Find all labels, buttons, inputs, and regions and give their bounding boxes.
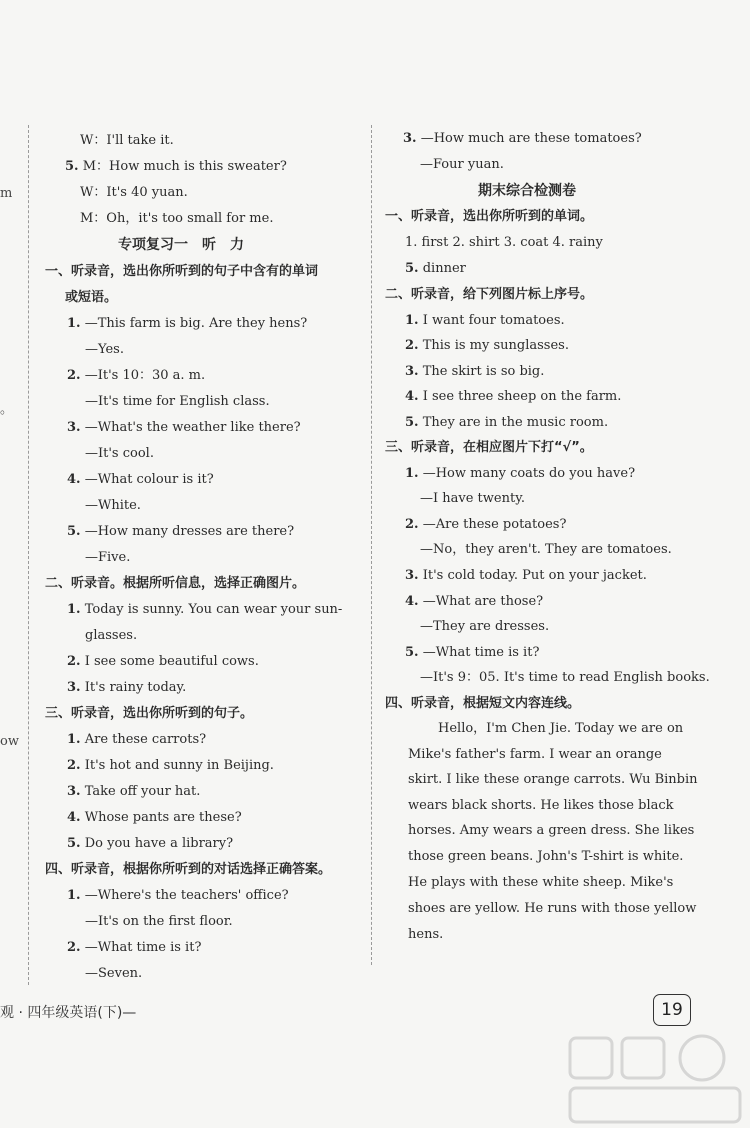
text-line	[67, 680, 186, 696]
item-number: 1.	[405, 466, 419, 481]
item-number: 3.	[67, 680, 81, 695]
item-number: 4.	[405, 594, 419, 609]
text-line	[85, 498, 141, 514]
line-text: Whose pants are these?	[84, 810, 242, 825]
text-line	[67, 654, 259, 670]
line-text: —Are these potatoes?	[422, 517, 567, 532]
item-number: 1.	[67, 888, 81, 903]
line-text: —What colour is it?	[84, 472, 214, 487]
line-text: —Where's the teachers' office?	[84, 888, 289, 903]
line-text: They are in the music room.	[422, 415, 609, 430]
section-heading	[45, 576, 305, 592]
text-line	[85, 342, 124, 358]
line-text: —It's cool.	[85, 446, 154, 461]
item-number: 3.	[403, 131, 417, 146]
section-heading	[385, 696, 580, 712]
text-line	[408, 823, 694, 839]
line-text: hens.	[408, 927, 444, 942]
line-text: shoes are yellow. He runs with those yellow	[408, 901, 697, 916]
text-line	[67, 758, 274, 774]
text-line	[80, 185, 188, 201]
line-text: W：I'll take it.	[80, 133, 174, 148]
line-text: —They are dresses.	[420, 619, 550, 634]
text-line	[408, 798, 674, 814]
line-text: Today is sunny. You can wear your sun-	[84, 602, 343, 617]
line-text: W：It's 40 yuan.	[80, 185, 188, 200]
text-line	[438, 721, 683, 737]
text-line	[405, 338, 569, 354]
line-text: —How much are these tomatoes?	[420, 131, 642, 146]
section-heading	[385, 440, 593, 456]
text-line	[408, 747, 662, 763]
item-number: 1.	[67, 316, 81, 331]
line-text: Take off your hat.	[84, 784, 201, 799]
line-text: —What time is it?	[422, 645, 540, 660]
section-heading	[45, 862, 331, 878]
text-line	[67, 810, 242, 826]
item-number: 5.	[67, 524, 81, 539]
line-text: The skirt is so big.	[422, 364, 545, 379]
line-text: —Yes.	[85, 342, 124, 357]
line-text: —I have twenty.	[420, 491, 525, 506]
page-footer	[0, 1002, 136, 1022]
text-line	[67, 472, 214, 488]
text-line	[67, 784, 200, 800]
watermark-logo	[560, 1030, 750, 1128]
section-heading	[45, 264, 318, 280]
line-text: It's hot and sunny in Beijing.	[84, 758, 274, 773]
line-text: 二、听录音，给下列图片标上序号。	[385, 287, 594, 302]
item-number: 5.	[405, 415, 419, 430]
line-text: 二、听录音。根据所听信息，选择正确图片。	[45, 576, 306, 591]
text-line	[405, 568, 647, 584]
line-text: I want four tomatoes.	[422, 313, 565, 328]
text-line	[403, 131, 642, 147]
item-number: 5.	[67, 836, 81, 851]
line-text: 四、听录音，根据短文内容连线。	[385, 696, 581, 711]
line-text: This is my sunglasses.	[422, 338, 569, 353]
line-text: 三、听录音，选出你所听到的句子。	[45, 706, 254, 721]
item-number: 5.	[65, 159, 79, 174]
line-text: 四、听录音，根据你所听到的对话选择正确答案。	[45, 862, 332, 877]
line-text: dinner	[422, 261, 466, 276]
text-line	[405, 364, 544, 380]
item-number: 2.	[67, 758, 81, 773]
line-text: —How many dresses are there?	[84, 524, 295, 539]
text-line	[67, 524, 294, 540]
line-text: —It's 10：30 a. m.	[84, 368, 206, 383]
text-line	[420, 542, 672, 558]
section-heading	[385, 287, 593, 303]
edge-fragment-2: 。	[0, 402, 14, 417]
item-number: 1.	[67, 602, 81, 617]
text-line	[405, 235, 603, 251]
line-text: It's rainy today.	[84, 680, 187, 695]
item-number: 4.	[67, 472, 81, 487]
line-text: skirt. I like these orange carrots. Wu Binbin	[408, 772, 698, 787]
line-text: 期末综合检测卷	[478, 183, 576, 199]
text-line	[405, 415, 608, 431]
left-column-divider	[28, 125, 29, 985]
text-line	[408, 875, 673, 891]
text-line	[85, 394, 270, 410]
text-line	[405, 261, 466, 277]
text-line	[405, 645, 539, 661]
text-line	[405, 466, 635, 482]
line-text: —What time is it?	[84, 940, 202, 955]
text-line	[408, 901, 696, 917]
item-number: 2.	[405, 338, 419, 353]
line-text: 或短语。	[65, 290, 118, 305]
line-text: —Four yuan.	[420, 157, 504, 172]
text-line	[67, 732, 206, 748]
text-line	[67, 368, 205, 384]
unit-title	[118, 237, 244, 253]
line-text: —This farm is big. Are they hens?	[84, 316, 308, 331]
item-number: 2.	[67, 940, 81, 955]
line-text: —It's on the first floor.	[85, 914, 233, 929]
text-line	[67, 836, 233, 852]
text-line	[80, 211, 273, 227]
page-number: 19	[653, 994, 691, 1026]
line-text: —Five.	[85, 550, 131, 565]
item-number: 1.	[67, 732, 81, 747]
line-text: —How many coats do you have?	[422, 466, 636, 481]
edge-fragment-3: ow	[0, 734, 19, 749]
line-text: Mike's father's farm. I wear an orange	[408, 747, 662, 762]
line-text: —Seven.	[85, 966, 143, 981]
line-text: wears black shorts. He likes those black	[408, 798, 674, 813]
item-number: 1.	[405, 313, 419, 328]
line-text: —White.	[85, 498, 141, 513]
text-line	[408, 849, 683, 865]
section-heading	[65, 290, 117, 306]
line-text: I see three sheep on the farm.	[422, 389, 622, 404]
line-text: 专项复习一 听 力	[118, 237, 244, 253]
text-line	[67, 602, 342, 618]
item-number: 3.	[67, 784, 81, 799]
text-line	[85, 550, 130, 566]
line-text: those green beans. John's T-shirt is white.	[408, 849, 684, 864]
text-line	[420, 619, 549, 635]
text-line	[405, 517, 566, 533]
item-number: 3.	[405, 568, 419, 583]
section-heading	[45, 706, 253, 722]
line-text: He plays with these white sheep. Mike's	[408, 875, 674, 890]
item-number: 2.	[405, 517, 419, 532]
item-number: 4.	[67, 810, 81, 825]
unit-title	[478, 183, 576, 199]
line-text: 三、听录音，在相应图片下打“√”。	[385, 440, 593, 455]
line-text: —It's time for English class.	[85, 394, 270, 409]
line-text: Do you have a library?	[84, 836, 234, 851]
text-line	[85, 966, 142, 982]
item-number: 5.	[405, 261, 419, 276]
text-line	[408, 772, 698, 788]
text-line	[80, 133, 174, 149]
section-heading	[385, 209, 593, 225]
text-line	[85, 628, 137, 644]
item-number: 2.	[67, 368, 81, 383]
item-number: 5.	[405, 645, 419, 660]
line-text: —What are those?	[422, 594, 544, 609]
text-line	[67, 940, 201, 956]
text-line	[67, 888, 289, 904]
text-line	[85, 914, 233, 930]
text-line	[408, 927, 443, 943]
item-number: 2.	[67, 654, 81, 669]
footer-prefix: 观 ·	[0, 1005, 28, 1021]
text-line	[85, 446, 154, 462]
text-line	[405, 594, 543, 610]
line-text: 一、听录音，选出你所听到的单词。	[385, 209, 594, 224]
line-text: 一、听录音，选出你所听到的句子中含有的单词	[45, 264, 319, 279]
line-text: horses. Amy wears a green dress. She likes	[408, 823, 695, 838]
line-text: I see some beautiful cows.	[84, 654, 259, 669]
line-text: M：How much is this sweater?	[82, 159, 287, 174]
item-number: 4.	[405, 389, 419, 404]
text-line	[67, 316, 307, 332]
text-line	[420, 670, 710, 686]
edge-fragment-1: m	[0, 186, 13, 201]
line-text: Are these carrots?	[84, 732, 207, 747]
center-column-divider	[371, 125, 372, 965]
line-text: It's cold today. Put on your jacket.	[422, 568, 647, 583]
line-text: M：Oh，it's too small for me.	[80, 211, 274, 226]
text-line	[405, 313, 565, 329]
line-text: Hello，I'm Chen Jie. Today we are on	[438, 721, 684, 736]
text-line	[405, 389, 621, 405]
text-line	[67, 420, 301, 436]
line-text: 1. first 2. shirt 3. coat 4. rainy	[405, 235, 603, 250]
line-text: —No，they aren't. They are tomatoes.	[420, 542, 672, 557]
text-line	[420, 491, 525, 507]
line-text: —It's 9：05. It's time to read English books.	[420, 670, 710, 685]
line-text: —What's the weather like there?	[84, 420, 301, 435]
item-number: 3.	[67, 420, 81, 435]
item-number: 3.	[405, 364, 419, 379]
text-line	[65, 159, 287, 175]
text-line	[420, 157, 504, 173]
footer-title: 四年级英语(下)—	[27, 1005, 137, 1021]
line-text: glasses.	[85, 628, 138, 643]
